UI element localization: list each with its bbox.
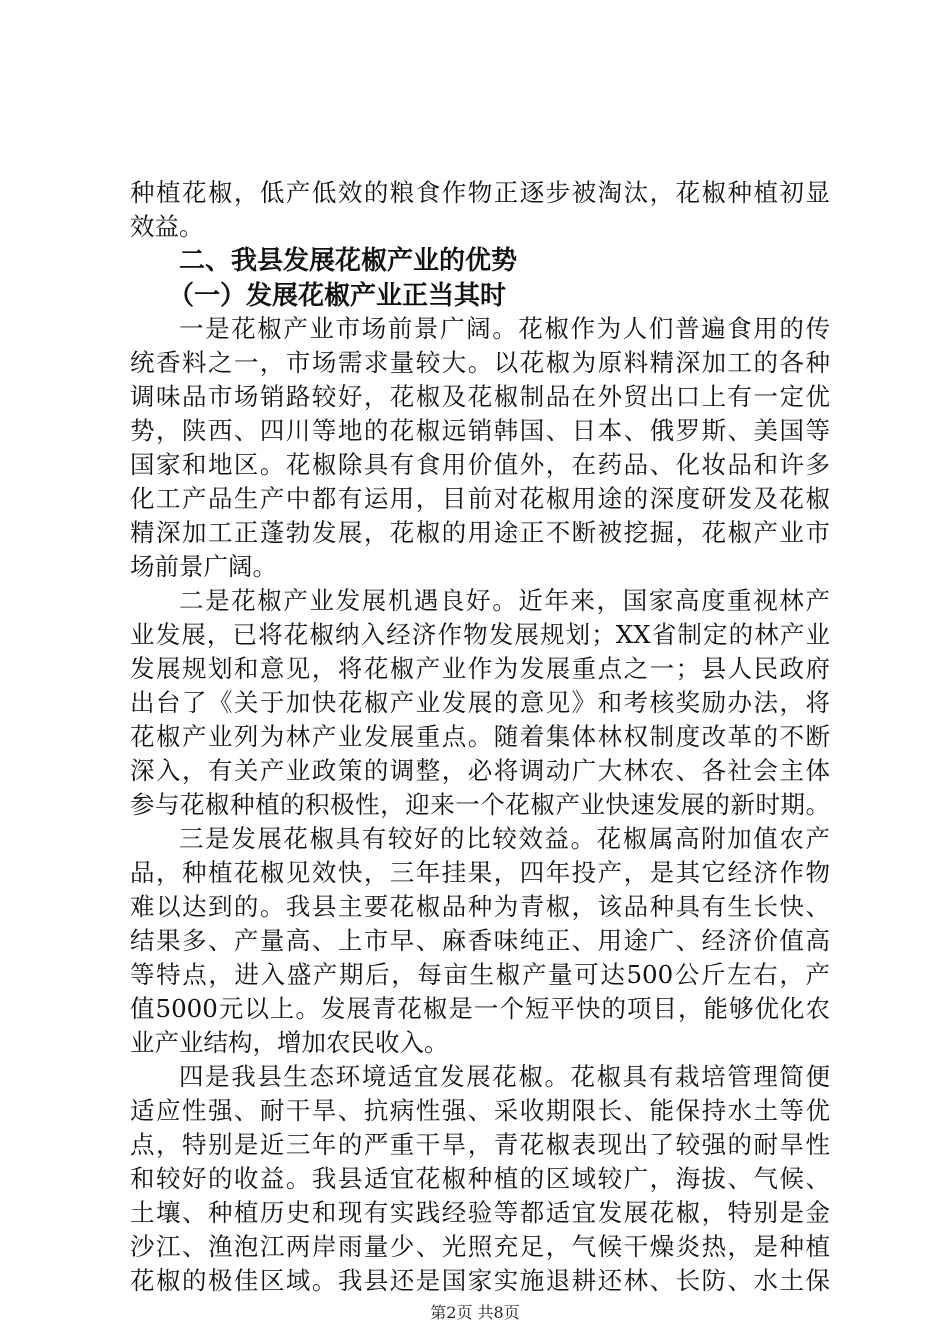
text-line: 适应性强、耐干旱、抗病性强、采收期限长、能保持水土等优	[130, 1096, 830, 1125]
text-line: 种植花椒，低产低效的粮食作物正逐步被淘汰，花椒种植初显	[130, 178, 830, 207]
text-line: 精深加工正蓬勃发展，花椒的用途正不断被挖掘，花椒产业市	[130, 518, 830, 547]
text-line: 化工产品生产中都有运用，目前对花椒用途的深度研发及花椒	[130, 484, 830, 513]
text-line: 值5000元以上。发展青花椒是一个短平快的项目，能够优化农	[130, 994, 830, 1023]
text-line: 统香料之一，市场需求量较大。以花椒为原料精深加工的各种	[130, 348, 830, 377]
text-line: 效益。	[130, 212, 204, 241]
text-line: 一是花椒产业市场前景广阔。花椒作为人们普遍食用的传	[179, 314, 830, 343]
text-line: 三是发展花椒具有较好的比较效益。花椒属高附加值农产	[179, 824, 830, 853]
text-line: 花椒产业列为林产业发展重点。随着集体林权制度改革的不断	[130, 722, 830, 751]
section-heading: 二、我县发展花椒产业的优势	[179, 246, 518, 276]
text-line: 难以达到的。我县主要花椒品种为青椒，该品种具有生长快、	[130, 892, 830, 921]
text-line: 业产业结构，增加农民收入。	[130, 1028, 449, 1057]
text-line: 势，陕西、四川等地的花椒远销韩国、日本、俄罗斯、美国等	[130, 416, 830, 445]
text-line: 二是花椒产业发展机遇良好。近年来，国家高度重视林产	[179, 586, 830, 615]
text-line: 深入，有关产业政策的调整，必将调动广大林农、各社会主体	[130, 756, 830, 785]
page-number-footer: 第2页 共8页	[430, 1303, 520, 1322]
text-line: 花椒的极佳区域。我县还是国家实施退耕还林、长防、水土保	[130, 1266, 830, 1295]
text-line: 结果多、产量高、上市早、麻香味纯正、用途广、经济价值高	[130, 926, 830, 955]
text-line: 出台了《关于加快花椒产业发展的意见》和考核奖励办法，将	[130, 688, 830, 717]
text-line: 点，特别是近三年的严重干旱，青花椒表现出了较强的耐旱性	[130, 1130, 830, 1159]
text-line: 参与花椒种植的积极性，迎来一个花椒产业快速发展的新时期。	[130, 790, 830, 819]
text-line: 国家和地区。花椒除具有食用价值外，在药品、化妆品和许多	[130, 450, 830, 479]
subsection-heading: （一）发展花椒产业正当其时	[168, 281, 507, 311]
text-line: 业发展，已将花椒纳入经济作物发展规划；XX省制定的林产业	[130, 620, 830, 649]
text-line: 调味品市场销路较好，花椒及花椒制品在外贸出口上有一定优	[130, 382, 830, 411]
text-line: 土壤、种植历史和现有实践经验等都适宜发展花椒，特别是金	[130, 1198, 830, 1227]
text-line: 沙江、渔泡江两岸雨量少、光照充足，气候干燥炎热，是种植	[130, 1232, 830, 1261]
text-line: 品，种植花椒见效快，三年挂果，四年投产，是其它经济作物	[130, 858, 830, 887]
text-line: 场前景广阔。	[130, 552, 277, 581]
text-line: 和较好的收益。我县适宜花椒种植的区域较广，海拔、气候、	[130, 1164, 830, 1193]
text-line: 等特点，进入盛产期后，每亩生椒产量可达500公斤左右，产	[130, 960, 830, 989]
text-line: 发展规划和意见，将花椒产业作为发展重点之一；县人民政府	[130, 654, 830, 683]
text-line: 四是我县生态环境适宜发展花椒。花椒具有栽培管理简便	[179, 1062, 830, 1091]
